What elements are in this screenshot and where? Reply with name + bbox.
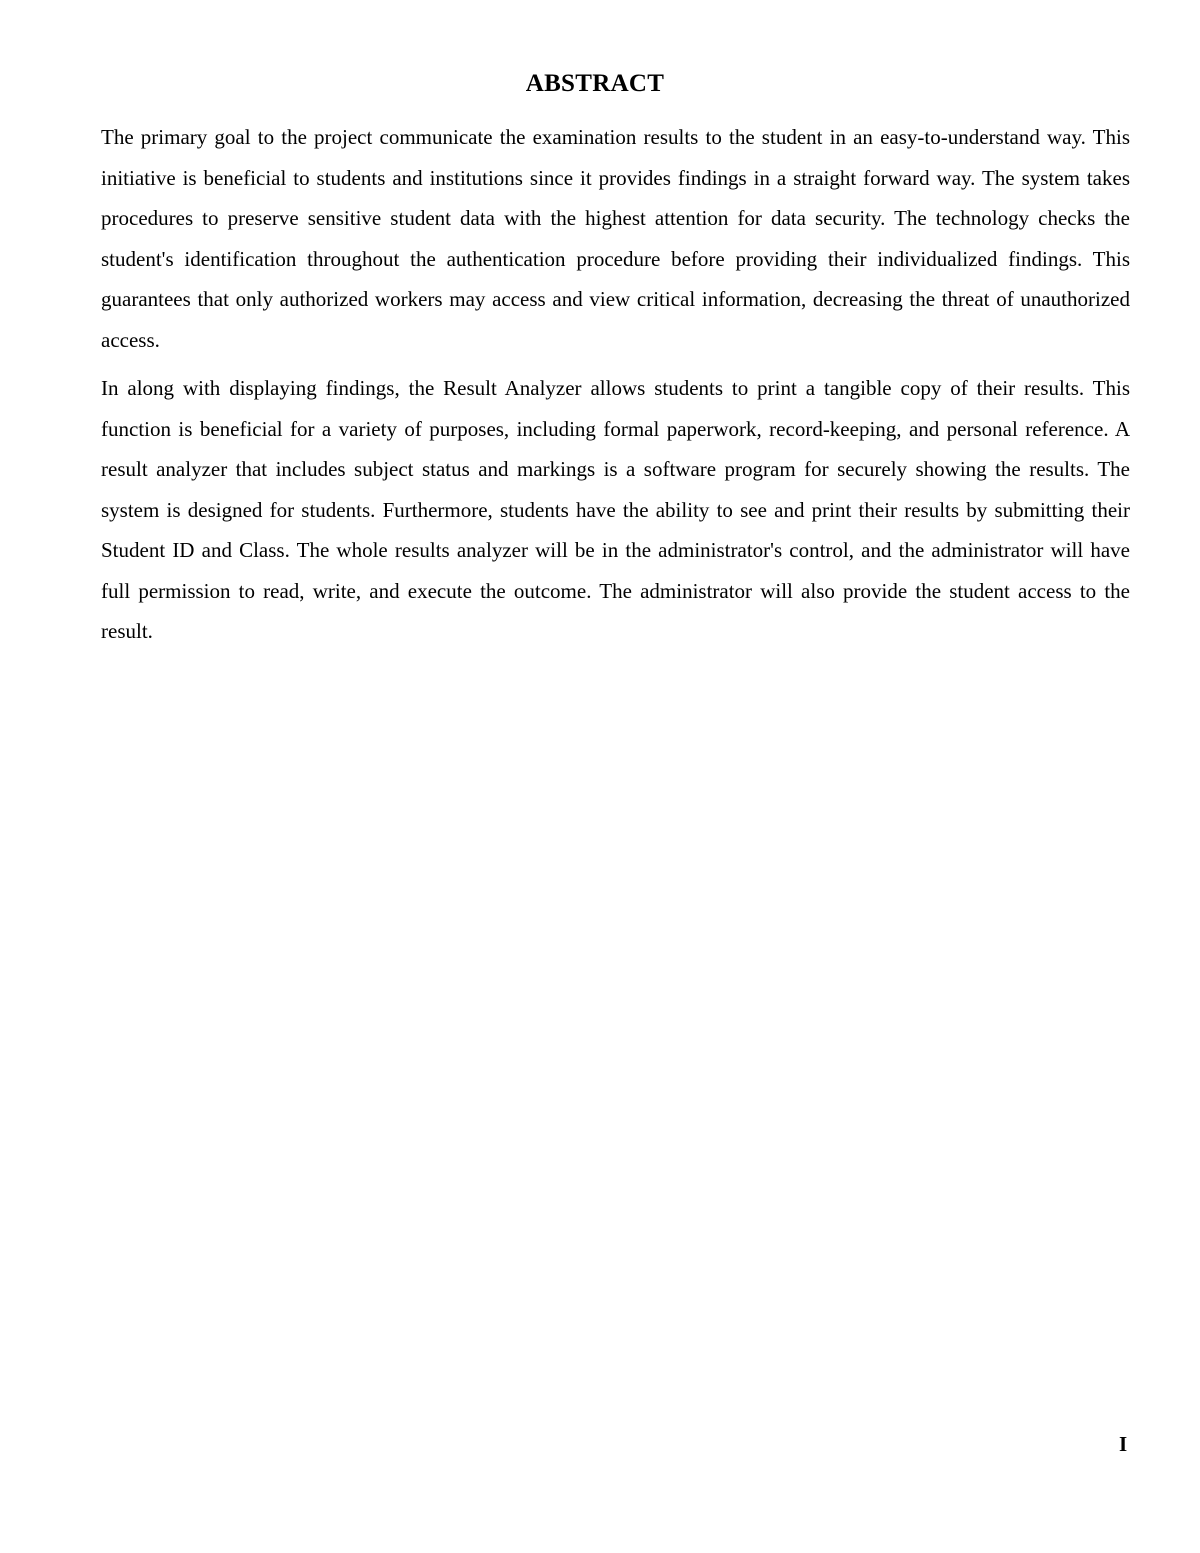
page-title: ABSTRACT: [525, 70, 665, 97]
abstract-body: [101, 117, 1130, 660]
abstract-paragraph-1: The primary goal to the project communicate the examination results to the student in an easy-to-understand way. This initiative is beneficial to students and institutions since it provides findings in a straight forward way. The system takes procedures to preserve sensitive student data with the highest attention for data security. The technology checks the student's identification throughout the authentication procedure before providing their individualized findings. This guarantees that only authorized workers may access and view critical information, decreasing the threat of unauthorized access.: [101, 125, 1130, 352]
page-number: I: [1119, 1432, 1128, 1456]
abstract-paragraph-2: In along with displaying findings, the Result Analyzer allows students to print a tangible copy of their results. This function is beneficial for a variety of purposes, including formal paperwork, record-keeping, and personal reference. A result analyzer that includes subject status and markings is a software program for securely showing the results. The system is designed for students. Furthermore, students have the ability to see and print their results by submitting their Student ID and Class. The whole results analyzer will be in the administrator's control, and the administrator will have full permission to read, write, and execute the outcome. The administrator will also provide the student access to the result.: [101, 376, 1130, 643]
